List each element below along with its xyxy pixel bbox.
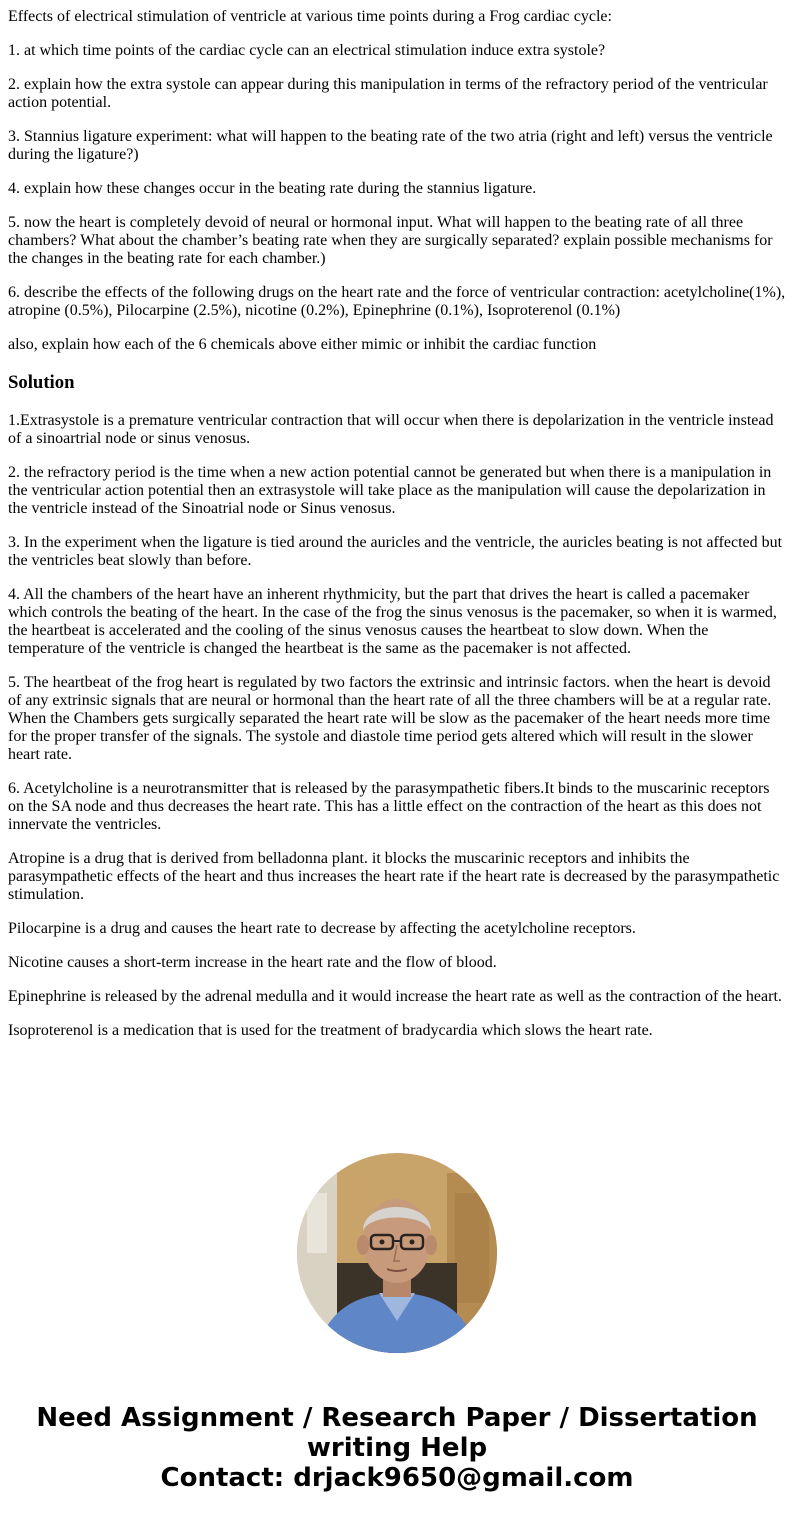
question-item: 4. explain how these changes occur in the beating rate during the stannius ligature.	[8, 180, 537, 197]
document-body	[8, 0, 786, 1056]
solution-paragraph: 6. Acetylcholine is a neurotransmitter that is released by the parasympathetic fibers.It binds to the muscarinic receptors on the SA node and thus decreases the heart rate. This has a little effect on the contraction of the heart as this does not innervate the ventricles.	[8, 780, 770, 833]
avatar-portrait-image	[297, 1153, 497, 1353]
author-avatar	[297, 1153, 497, 1353]
question-item: 2. explain how the extra systole can appear during this manipulation in terms of the refractory period of the ventricular action potential.	[8, 76, 768, 111]
solution-paragraph: 2. the refractory period is the time when a new action potential cannot be generated but when there is a manipulation in the ventricular action potential then an extrasystole will take place as the manipulation will cause the depolarization in the ventricle instead of the Sinoatrial node or Sinus venosus.	[8, 464, 772, 517]
promo-banner	[0, 1403, 794, 1493]
solution-paragraph: Pilocarpine is a drug and causes the heart rate to decrease by affecting the acetylcholine receptors.	[8, 920, 636, 937]
promo-line: Need Assignment / Research Paper / Dissertation	[36, 1403, 758, 1433]
promo-contact: Contact: drjack9650@gmail.com	[160, 1463, 634, 1493]
solution-paragraph: 5. The heartbeat of the frog heart is regulated by two factors the extrinsic and intrinsic factors. when the heart is devoid of any extrinsic signals that are neural or hormonal than the heart rate of all the three chambers will be at a regular rate. When the Chambers gets surgically separated the heart rate will be slow as the pacemaker of the heart needs more time for the proper transfer of the signals. The systole and diastole time period gets altered which will result in the slower heart rate.	[8, 674, 772, 763]
solution-paragraph: Nicotine causes a short-term increase in the heart rate and the flow of blood.	[8, 954, 497, 971]
question-item: 3. Stannius ligature experiment: what will happen to the beating rate of the two atria (right and left) versus the ventricle during the ligature?)	[8, 128, 773, 163]
solution-paragraph: Epinephrine is released by the adrenal medulla and it would increase the heart rate as well as the contraction of the heart.	[8, 988, 782, 1005]
question-intro: Effects of electrical stimulation of ventricle at various time points during a Frog cardiac cycle:	[8, 8, 612, 25]
solution-paragraph: Isoproterenol is a medication that is used for the treatment of bradycardia which slows the heart rate.	[8, 1022, 653, 1039]
solution-paragraph: Atropine is a drug that is derived from belladonna plant. it blocks the muscarinic receptors and inhibits the parasympathetic effects of the heart and thus increases the heart rate if the heart rate is decreased by the parasympathetic stimulation.	[8, 850, 780, 903]
question-item: 6. describe the effects of the following drugs on the heart rate and the force of ventricular contraction: acetylcholine(1%), atropine (0.5%), Pilocarpine (2.5%), nicotine (0.2%), Epinephrine (0.1%), Isoproterenol (0.1%)	[8, 284, 786, 319]
solution-paragraph: 3. In the experiment when the ligature is tied around the auricles and the ventricle, the auricles beating is not affected but the ventricles beat slowly than before.	[8, 534, 783, 569]
question-item: also, explain how each of the 6 chemicals above either mimic or inhibit the cardiac function	[8, 336, 597, 353]
solution-paragraph: 4. All the chambers of the heart have an inherent rhythmicity, but the part that drives the heart is called a pacemaker which controls the beating of the heart. In the case of the frog the sinus venosus is the pacemaker, so when it is warmed, the heartbeat is accelerated and the cooling of the sinus venosus causes the heartbeat to slow down. When the temperature of the ventricle is changed the heartbeat is the same as the pacemaker is not affected.	[8, 586, 777, 657]
solution-heading: Solution	[8, 372, 75, 393]
question-item: 1. at which time points of the cardiac cycle can an electrical stimulation induce extra systole?	[8, 42, 606, 59]
solution-paragraph: 1.Extrasystole is a premature ventricular contraction that will occur when there is depolarization in the ventricle instead of a sinoartrial node or sinus venosus.	[8, 412, 774, 447]
question-item: 5. now the heart is completely devoid of neural or hormonal input. What will happen to the beating rate of all three chambers? What about the chamber’s beating rate when they are surgically separated? explain possible mechanisms for the changes in the beating rate for each chamber.)	[8, 214, 773, 267]
promo-line: writing Help	[306, 1433, 488, 1463]
